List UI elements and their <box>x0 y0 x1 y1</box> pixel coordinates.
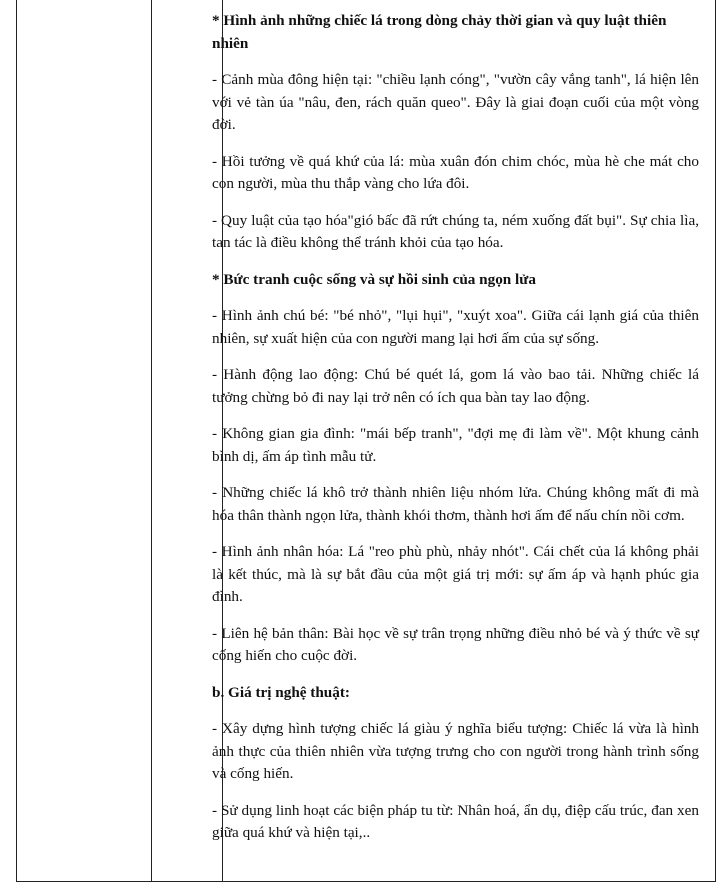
paragraph: - Quy luật của tạo hóa"gió bấc đã rứt chúng ta, ném xuống đất bụi". Sự chia lìa, tan tác là điều không thể tránh khỏi của tạo hóa. <box>212 211 699 251</box>
paragraph: - Những chiếc lá khô trở thành nhiên liệu nhóm lửa. Chúng không mất đi mà hóa thân thành ngọn lửa, thành khói thơm, thành hơi ấm để nấu chín nồi cơm. <box>212 484 699 524</box>
paragraph: - Hình ảnh nhân hóa: Lá "reo phù phù, nhảy nhót". Cái chết của lá không phải là kết thúc, mà là sự bắt đầu của một giá trị mới: sự ấm áp và hạnh phúc gia đình. <box>212 543 699 605</box>
paragraph: - Hình ảnh chú bé: "bé nhỏ", "lụi hụi", "xuýt xoa". Giữa cái lạnh giá của thiên nhiên, sự xuất hiện của con người mang lại hơi ấm của sự sống. <box>212 307 699 347</box>
paragraph: - Sử dụng linh hoạt các biện pháp tu từ: Nhân hoá, ẩn dụ, điệp cấu trúc, đan xen giữa quá khứ và hiện tại,.. <box>212 801 699 841</box>
paragraph: - Cảnh mùa đông hiện tại: "chiều lạnh cóng", "vườn cây vắng tanh", lá hiện lên với vẻ tàn úa "nâu, đen, rách quăn queo". Đây là giai đoạn cuối của một vòng đời. <box>212 71 699 133</box>
section-heading-leaves-time: * Hình ảnh những chiếc lá trong dòng chảy thời gian và quy luật thiên nhiên <box>212 12 667 52</box>
content-cell <box>212 10 699 859</box>
paragraph: - Xây dựng hình tượng chiếc lá giàu ý nghĩa biểu tượng: Chiếc lá vừa là hình ảnh thực của thiên nhiên vừa tượng trưng cho con người trong hành trình sống và cống hiến. <box>212 720 699 782</box>
paragraph: - Không gian gia đình: "mái bếp tranh", "đợi mẹ đi làm về". Một khung cảnh bình dị, ấm áp tình mẫu tử. <box>212 425 699 465</box>
section-heading-life-fire: * Bức tranh cuộc sống và sự hồi sinh của ngọn lửa <box>212 270 536 288</box>
section-heading-artistic-value: b. Giá trị nghệ thuật: <box>212 683 350 701</box>
paragraph: - Hành động lao động: Chú bé quét lá, gom lá vào bao tải. Những chiếc lá tưởng chừng bỏ đi nay lại trở nên có ích qua bàn tay lao động. <box>212 366 699 406</box>
paragraph: - Liên hệ bản thân: Bài học về sự trân trọng những điều nhỏ bé và ý thức về sự cống hiến cho cuộc đời. <box>212 624 699 664</box>
column-divider-1 <box>151 0 152 882</box>
paragraph: - Hồi tưởng về quá khứ của lá: mùa xuân đón chim chóc, mùa hè che mát cho con người, mùa thu thắp vàng cho lứa đôi. <box>212 152 699 192</box>
